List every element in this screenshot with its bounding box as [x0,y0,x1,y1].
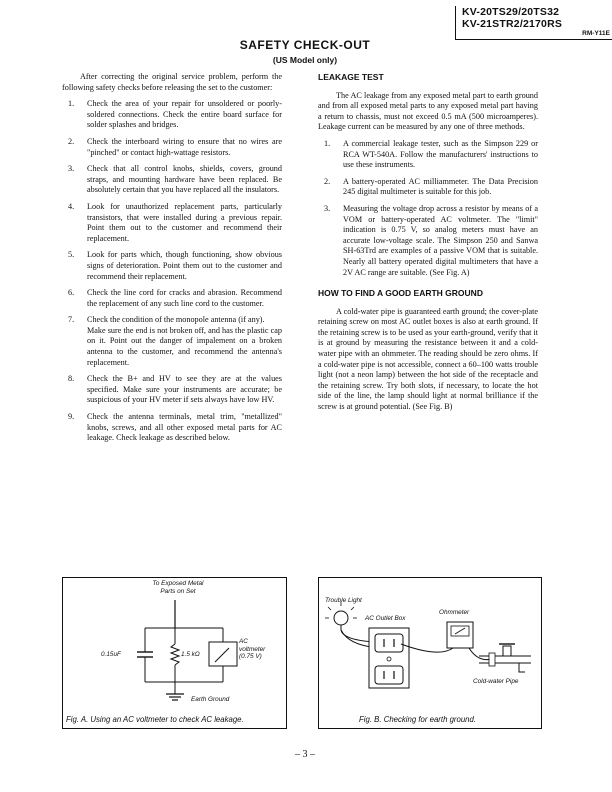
model-line-2: KV-21STR2/2170RS [462,17,563,30]
fig-a-resistor-label: 1.5 kΩ [181,651,200,658]
check-number: 3. [68,164,75,174]
fig-a-meter-label-1: AC [239,638,248,645]
fig-a-capacitor-label: 0.15uF [101,651,121,658]
page-title: SAFETY CHECK-OUT [239,38,371,52]
method-number: 3. [324,203,331,213]
check-text: Check the B+ and HV to see they are at the values specified. Make sure your instruments are accurate; be suspicious of your HV meter if sets always have low HV. [87,374,282,405]
fig-a-meter-label-3: (0.75 V) [239,653,262,660]
check-number: 5. [68,250,75,260]
check-item-9 [62,412,282,444]
fig-b-caption: Fig. B. Checking for earth ground. [359,715,477,724]
leakage-method-list [318,139,538,278]
model-line-1: KV-20TS29/20TS32 [462,6,560,18]
fig-a-top-label [123,580,233,596]
page-subtitle: (US Model only) [272,55,338,65]
intro-paragraph: After correcting the original service problem, perform the following safety checks before releasing the set to the customer: [62,72,282,92]
check-item-5 [62,250,282,282]
fig-a-meter-label-2: voltmeter [239,645,266,653]
figure-a [62,577,287,729]
method-number: 1. [324,138,331,148]
safety-check-list [62,99,282,444]
fig-a-ground-label: Earth Ground [191,696,230,703]
check-item-6 [62,288,282,309]
fig-a-meter-label [239,638,265,661]
leakage-intro: The AC leakage from any exposed metal part to earth ground and from all exposed metal parts to any exposed metal part having a return to chassis, must not exceed 0.5 mA (500 microamperes). Leakage current can be measured by any one of three methods. [318,90,538,132]
check-text-extra: Make sure the end is not broken off, and has the plastic cap on it. Point out the danger of impalement on a broken antenna to the customer, and recommend the antenna's replacement. [87,325,282,367]
check-item-7 [62,315,282,368]
check-text: Look for parts which, though functioning, show obvious signs of deterioration. Point them out to the customer and recommend their replacement. [87,250,282,281]
left-column [62,72,282,450]
fig-a-top-label-1: To Exposed Metal [152,580,204,587]
earth-ground-heading: HOW TO FIND A GOOD EARTH GROUND [318,288,483,299]
check-item-2 [62,137,282,158]
fig-b-trouble-light-label: Trouble Light [325,597,362,604]
check-item-3 [62,164,282,196]
check-item-1 [62,99,282,131]
method-item-2 [318,177,538,198]
check-text: Check that all control knobs, shields, covers, ground straps, and mounting hardware have been replaced. Be absolutely certain that you have replaced all the insulators. [87,164,282,195]
method-text: A commercial leakage tester, such as the Simpson 229 or RCA WT-540A. Follow the manufacturers' instructions to use these instruments. [343,138,538,170]
check-number: 8. [68,374,75,384]
check-text: Check the antenna terminals, metal trim, "metallized" knobs, screws, and all other exposed metal parts for AC leakage. Check leakage as described below. [87,412,282,443]
check-text: Check the area of your repair for unsoldered or poorly-soldered connections. Check the entire board surface for solder splashes and bridges. [87,99,282,130]
check-item-4 [62,202,282,244]
check-text: Check the line cord for cracks and abrasion. Recommend the replacement of any such line cord to the customer. [87,288,282,308]
model-header [455,6,612,40]
check-number: 1. [68,99,75,109]
fig-b-ohmmeter-label: Ohmmeter [439,609,470,616]
method-item-1 [318,139,538,171]
check-item-8 [62,374,282,406]
leakage-test-heading: LEAKAGE TEST [318,72,384,82]
figure-b [318,577,542,729]
fig-b-outlet-box-label: AC Outlet Box [365,615,406,622]
remote-code: RM-Y11E [582,30,610,37]
method-number: 2. [324,176,331,186]
check-text: Check the interboard wiring to ensure that no wires are "pinched" or contact high-wattage resistors. [87,136,282,157]
method-text: A battery-operated AC milliammeter. The Data Precision 245 digital multimeter is suitable for this job. [343,176,538,197]
fig-b-pipe-label: Cold-water Pipe [473,678,519,685]
check-text: Check the condition of the monopole antenna (if any). [87,315,265,325]
check-number: 9. [68,412,75,422]
fig-a-top-label-2: Parts on Set [160,588,196,595]
check-number: 6. [68,288,75,298]
method-text: Measuring the voltage drop across a resistor by means of a VOM or battery-operated AC voltmeter. The "limit" indication is 0.75 V, so analog meters must have an accurate low-voltage scale. The Simpson 250 and Sanwa SH-63Trd are examples of a passive VOM that is suitable. Nearly all battery operated digital multimeters that have a 2V AC range are suitable. (See Fig. A) [343,203,538,277]
method-item-3 [318,204,538,278]
check-text: Look for unauthorized replacement parts, particularly transistors, that were installed during a previous repair. Point them out to the customer and recommend their replacement. [87,201,282,243]
check-number: 2. [68,136,75,146]
page-number: – 3 – [295,749,315,760]
check-number: 4. [68,201,75,211]
check-number: 7. [68,315,75,325]
fig-a-caption: Fig. A. Using an AC voltmeter to check AC leakage. [66,715,244,724]
earth-ground-paragraph: A cold-water pipe is guaranteed earth ground; the cover-plate retaining screw on most AC outlet boxes is also at earth ground. If the retaining screw is to be used as your earth-ground, verify that it is at ground by measuring the resistance between it and a cold-water pipe with an ohmmeter. The reading should be zero ohms. If a cold-water pipe is not accessible, connect a 60–100 watts trouble light (not a neon lamp) between the hot side of the receptacle and the retaining screw. Try both slots, if necessary, to locate the hot side of the line, the lamp should light at normal brilliance if the screw is at ground potential. (See Fig. B) [318,306,538,412]
right-column [318,72,538,413]
